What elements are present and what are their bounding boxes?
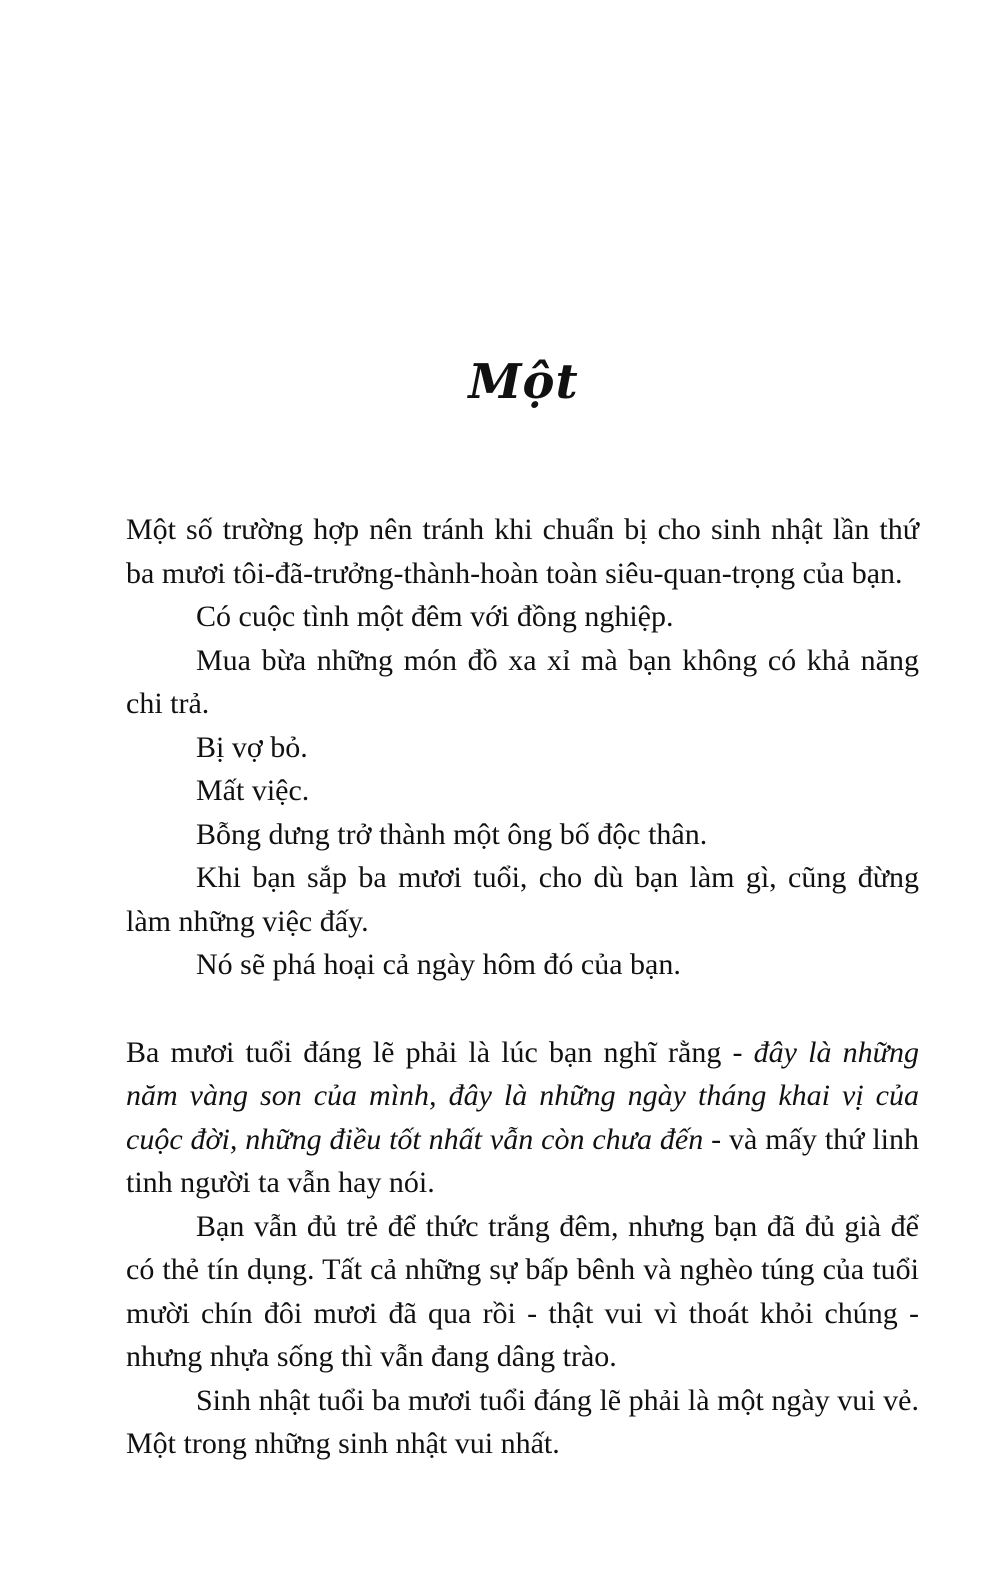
section2-paragraph-3: Sinh nhật tuổi ba mươi tuổi đáng lẽ phải là một ngày vui vẻ. Một trong những sinh nhật vui nhất. [126,1383,919,1460]
avoid-item-4: Mất việc. [196,774,310,807]
paragraph-1-start: Ba mươi tuổi đáng lẽ phải là lúc bạn nghĩ rằng - [126,1035,754,1069]
section1-intro: Một số trường hợp nên tránh khi chuẩn bị cho sinh nhật lần thứ ba mươi tôi-đã-trưởng-thành-hoàn toàn siêu-quan-trọng của bạn. [126,513,919,590]
avoid-item-5: Bỗng dưng trở thành một ông bố độc thân. [196,817,708,851]
section2-paragraph-2: Bạn vẫn đủ trẻ để thức trắng đêm, nhưng bạn đã đủ già để có thẻ tín dụng. Tất cả những sự bấp bênh và nghèo túng của tuổi mười chín đôi mươi đã qua rồi - thật vui vì thoát khỏi chúng - nhưng nhựa sống thì vẫn đang dâng trào. [126,1209,919,1373]
paragraph-1-italic-quote: đây là những năm vàng son của mình, đây là những ngày tháng khai vị của cuộc đời, những điều tốt nhất vẫn còn chưa đến [126,1035,920,1156]
chapter-title: Một [468,354,579,410]
chapter-body [126,508,919,1466]
avoid-item-6: Khi bạn sắp ba mươi tuổi, cho dù bạn làm gì, cũng đừng làm những việc đấy. [126,861,919,938]
section-break [126,987,919,1031]
avoid-item-3: Bị vợ bỏ. [196,730,308,764]
avoid-item-2: Mua bừa những món đồ xa xỉ mà bạn không có khả năng chi trả. [126,643,919,720]
section2-paragraph-1 [126,1031,919,1205]
paragraph-1-end: - và mấy thứ linh tinh người ta vẫn hay nói. [126,1122,919,1199]
avoid-item-1: Có cuộc tình một đêm với đồng nghiệp. [196,600,674,633]
avoid-item-7: Nó sẽ phá hoại cả ngày hôm đó của bạn. [196,948,681,981]
